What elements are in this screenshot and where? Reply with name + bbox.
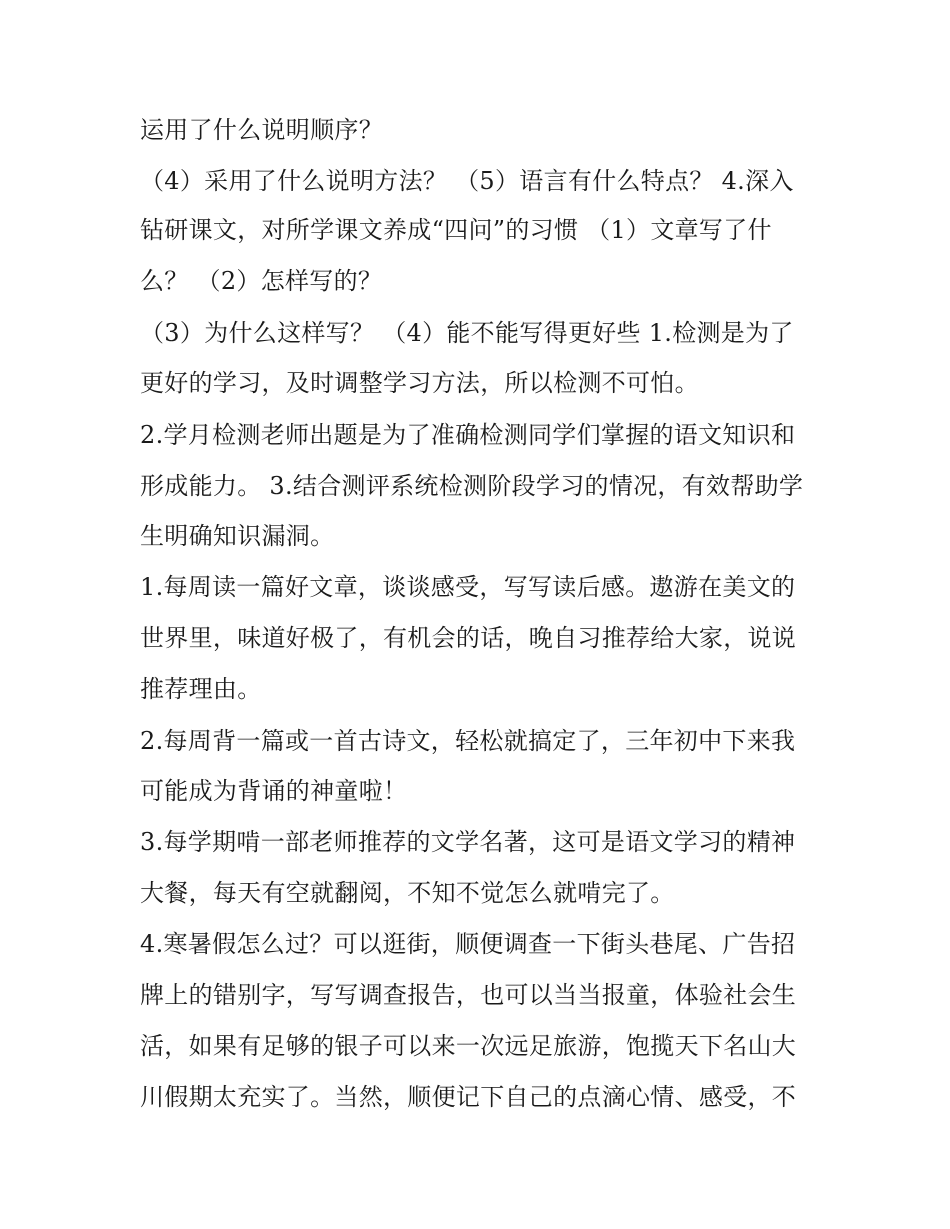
text-line: 1.每周读一篇好文章，谈谈感受，写写读后感。遨游在美文的 [140,573,796,601]
text-line: 牌上的错别字，写写调查报告，也可以当当报童，体验社会生 [140,981,797,1009]
text-line: （4）采用了什么说明方法？ （5）语言有什么特点？ 4.深入 [140,167,794,195]
text-line: 更好的学习，及时调整学习方法，所以检测不可怕。 [140,369,699,397]
text-line: 大餐，每天有空就翻阅，不知不觉怎么就啃完了。 [140,879,675,907]
text-line: 生明确知识漏洞。 [140,522,335,550]
text-line: 世界里，味道好极了，有机会的话，晚自习推荐给大家，说说 [140,624,797,652]
text-line: 运用了什么说明顺序？ [140,116,383,144]
text-line: 么？ （2）怎样写的？ [140,267,383,295]
text-line: 钻研课文，对所学课文养成“四问”的习惯 （1）文章写了什 [140,216,772,244]
text-line: 活，如果有足够的银子可以来一次远足旅游，饱揽天下名山大 [140,1032,797,1060]
text-line: 2.每周背一篇或一首古诗文，轻松就搞定了，三年初中下来我 [140,727,796,755]
text-line: 2.学月检测老师出题是为了准确检测同学们掌握的语文知识和 [140,421,796,449]
text-line: （3）为什么这样写？ （4）能不能写得更好些 1.检测是为了 [140,319,794,347]
text-line: 川假期太充实了。当然，顺便记下自己的点滴心情、感受，不 [140,1083,797,1111]
text-line: 3.每学期啃一部老师推荐的文学名著，这可是语文学习的精神 [140,828,796,856]
text-line: 可能成为背诵的神童啦！ [140,777,408,805]
text-line: 4.寒暑假怎么过？可以逛街，顺便调查一下街头巷尾、广告招 [140,930,796,958]
text-line: 推荐理由。 [140,675,262,703]
text-line: 形成能力。 3.结合测评系统检测阶段学习的情况，有效帮助学 [140,472,804,500]
